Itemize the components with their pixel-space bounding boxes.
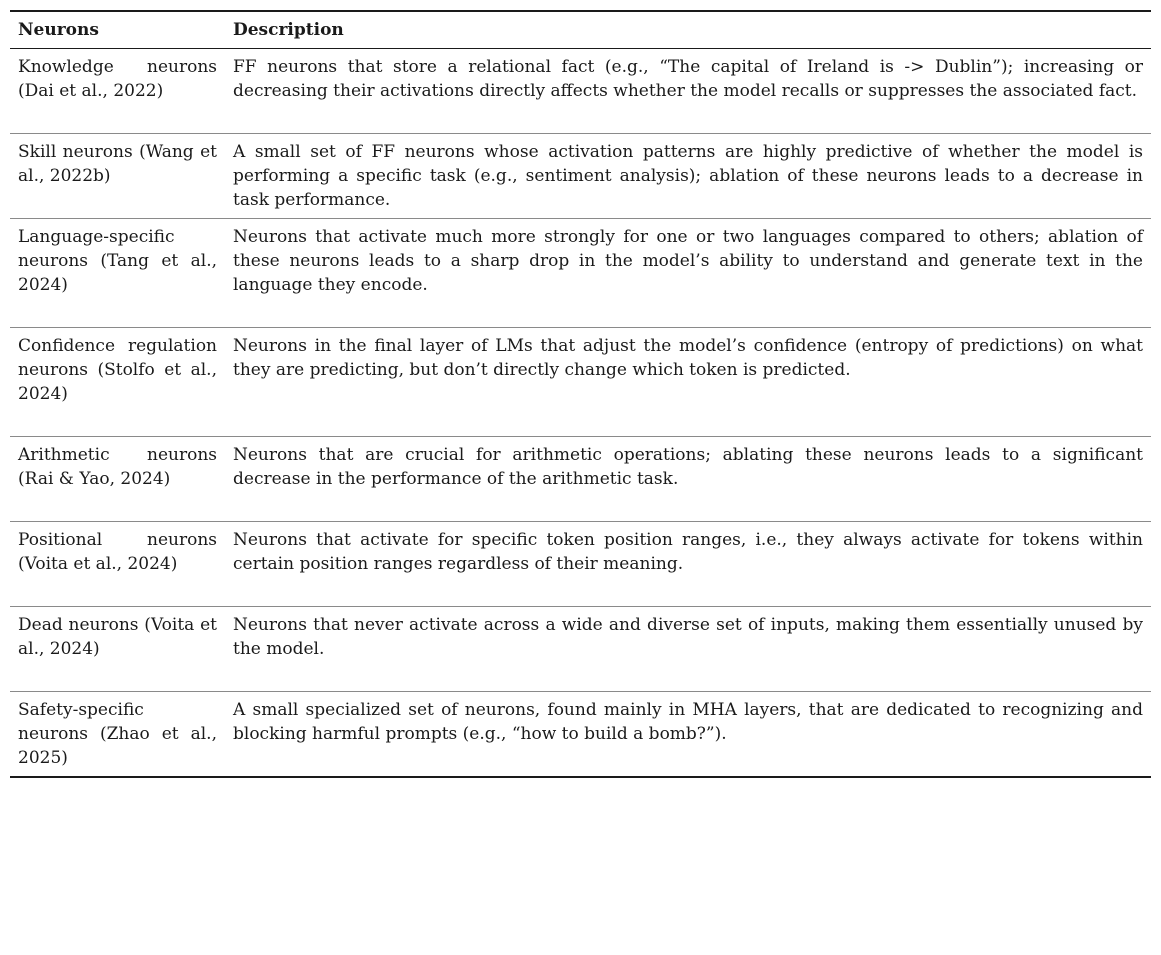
neuron-description: Neurons that never activate across a wide and diverse set of inputs, making them essentially unused by the model. <box>233 615 1143 659</box>
neuron-description: Neurons that activate much more strongly for one or two languages compared to others; ablation of these neurons leads to a sharp drop in the model’s ability to understand and generate text in the language they encode. <box>233 227 1143 295</box>
table-row <box>10 134 1151 219</box>
neuron-types-table <box>10 10 1151 778</box>
neuron-name: Skill neurons (Wang et al., 2022b) <box>18 142 217 186</box>
table-body <box>10 49 1151 778</box>
table-row <box>10 692 1151 778</box>
neuron-description: A small set of FF neurons whose activation patterns are highly predictive of whether the model is performing a specific task (e.g., sentiment analysis); ablation of these neurons leads to a decrease in task performance. <box>233 142 1143 210</box>
table-row <box>10 328 1151 437</box>
neuron-description: FF neurons that store a relational fact (e.g., “The capital of Ireland is -> Dublin”); increasing or decreasing their activations directly affects whether the model recalls or suppresses the associated fact. <box>233 57 1143 101</box>
neuron-name: Arithmetic neurons (Rai & Yao, 2024) <box>18 445 217 489</box>
header-row <box>10 11 1151 49</box>
table-row <box>10 219 1151 328</box>
table-row <box>10 607 1151 692</box>
neuron-name: Dead neurons (Voita et al., 2024) <box>18 615 217 659</box>
neuron-description: Neurons that are crucial for arithmetic operations; ablating these neurons leads to a significant decrease in the performance of the arithmetic task. <box>233 445 1143 489</box>
table-header <box>10 11 1151 49</box>
neuron-name: Safety-specific neurons (Zhao et al., 2025) <box>18 700 217 768</box>
header-neurons: Neurons <box>18 20 99 40</box>
neuron-name: Confidence regulation neurons (Stolfo et al., 2024) <box>18 336 217 404</box>
neuron-name: Language-specific neurons (Tang et al., 2024) <box>18 227 217 295</box>
header-description: Description <box>233 20 344 40</box>
neuron-name: Positional neurons (Voita et al., 2024) <box>18 530 217 574</box>
table-row <box>10 437 1151 522</box>
neuron-description: Neurons in the final layer of LMs that adjust the model’s confidence (entropy of predictions) on what they are predicting, but don’t directly change which token is predicted. <box>233 336 1143 380</box>
neuron-description: A small specialized set of neurons, found mainly in MHA layers, that are dedicated to recognizing and blocking harmful prompts (e.g., “how to build a bomb?”). <box>233 700 1143 744</box>
neuron-name: Knowledge neurons (Dai et al., 2022) <box>18 57 217 101</box>
neuron-description: Neurons that activate for specific token position ranges, i.e., they always activate for tokens within certain position ranges regardless of their meaning. <box>233 530 1143 574</box>
table-row <box>10 49 1151 134</box>
table-row <box>10 522 1151 607</box>
